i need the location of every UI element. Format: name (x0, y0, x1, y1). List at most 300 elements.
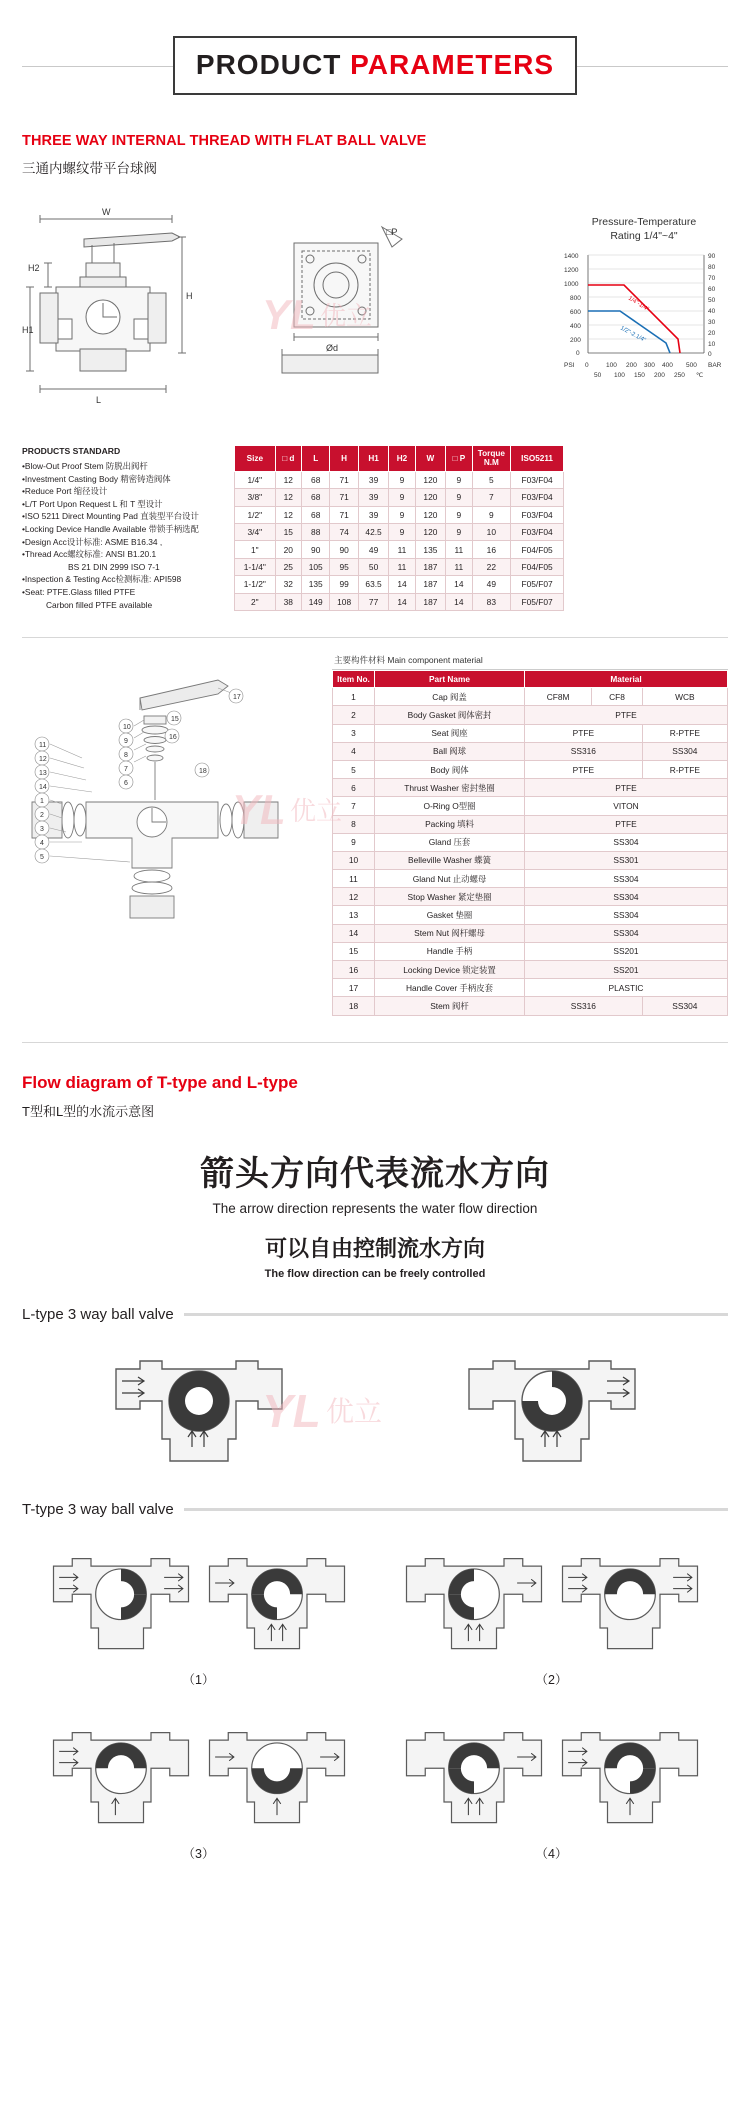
material-caption: 主要构件材料 Main component material (332, 652, 728, 670)
cell-part: O-Ring O型圈 (375, 797, 525, 815)
cell-mat: PTFE (525, 815, 728, 833)
section-divider (22, 637, 728, 638)
svg-text:800: 800 (570, 295, 581, 303)
cell-d: 20 (275, 541, 301, 558)
svg-text:11: 11 (39, 742, 47, 750)
svg-text:15: 15 (171, 716, 179, 724)
cell-iso: F04/F05 (511, 541, 564, 558)
svg-text:4: 4 (40, 840, 44, 848)
cell-size: 1-1/4" (235, 558, 276, 575)
svg-text:6: 6 (124, 780, 128, 788)
svg-text:50: 50 (594, 372, 602, 380)
svg-text:YL: YL (262, 1384, 321, 1437)
flow-subhead-en: The flow direction can be freely controlled (264, 1267, 486, 1280)
cell-h2: 14 (389, 576, 415, 593)
cell-p: 14 (446, 576, 472, 593)
page-title-primary: PRODUCT (195, 49, 351, 80)
cell-h1: 49 (358, 541, 388, 558)
svg-text:100: 100 (614, 372, 625, 380)
cell-h: 108 (330, 593, 358, 611)
dim-label-d: Ød (326, 343, 339, 353)
cell-l: 135 (302, 576, 330, 593)
table-row (333, 706, 728, 724)
svg-text:80: 80 (708, 264, 716, 272)
table-row (235, 593, 564, 611)
cell-no: 11 (333, 870, 375, 888)
exploded-view-drawing (22, 652, 343, 1015)
col-iso5211: ISO5211 (511, 446, 564, 472)
cell-h2: 9 (389, 506, 415, 523)
dim-label-l: L (96, 395, 102, 405)
cell-h: 71 (330, 489, 358, 506)
svg-text:17: 17 (233, 694, 241, 702)
svg-text:150: 150 (634, 372, 645, 380)
t-valve-4a (399, 1706, 549, 1838)
cell-part: Stem Nut 阀杆螺母 (375, 924, 525, 942)
cell-mat: SS304 (525, 888, 728, 906)
product-title-cn: 三通内螺纹带平台球阀 (22, 161, 157, 176)
t-valve-2b (555, 1532, 705, 1664)
cell-h: 90 (330, 541, 358, 558)
col-w: W (415, 446, 445, 472)
standard-item: •Investment Casting Body 精密铸造阀体 (22, 473, 171, 484)
cell-h1: 39 (358, 506, 388, 523)
page-title-accent: PARAMETERS (350, 49, 555, 80)
standard-item: •Blow-Out Proof Stem 防脱出阀杆 (22, 460, 148, 471)
cell-no: 9 (333, 833, 375, 851)
cell-d: 25 (275, 558, 301, 575)
table-row (333, 906, 728, 924)
svg-text:5: 5 (40, 854, 44, 862)
dim-label-h1: H1 (22, 325, 34, 335)
col-h1: H1 (358, 446, 388, 472)
material-table-wrap (332, 652, 728, 1015)
svg-text:90: 90 (708, 253, 716, 261)
section-product-spec (0, 133, 750, 611)
standards-heading: PRODUCTS STANDARD (22, 446, 121, 456)
cell-no: 16 (333, 961, 375, 979)
svg-text:10: 10 (123, 724, 131, 732)
t-valve-2a (399, 1532, 549, 1664)
cell-iso: F03/F04 (511, 489, 564, 506)
cell-size: 1/4" (235, 471, 276, 488)
cell-h2: 11 (389, 541, 415, 558)
cell-p: 9 (446, 524, 472, 541)
cell-no: 5 (333, 760, 375, 778)
cell-mat: VITON (525, 797, 728, 815)
table-row (235, 471, 564, 488)
cell-size: 1/2" (235, 506, 276, 523)
svg-text:300: 300 (644, 362, 655, 370)
table-row (333, 942, 728, 960)
svg-text:YL: YL (232, 786, 286, 834)
t-valve-4b (555, 1706, 705, 1838)
cell-h2: 14 (389, 593, 415, 611)
cell-l: 149 (302, 593, 330, 611)
cell-d: 38 (275, 593, 301, 611)
cell-mat: SS304 (525, 833, 728, 851)
table-row (333, 779, 728, 797)
chart-canvas (554, 243, 740, 393)
cell-size: 1-1/2" (235, 576, 276, 593)
cell-part: Locking Device 锁定装置 (375, 961, 525, 979)
t-valve-3b (202, 1706, 352, 1838)
cell-mat: PLASTIC (525, 979, 728, 997)
cell-p: 11 (446, 558, 472, 575)
standard-item: BS 21 DIN 2999 ISO 7-1 (68, 561, 160, 572)
table-header-row (235, 446, 564, 472)
cell-part: Cap 阀盖 (375, 688, 525, 706)
svg-text:70: 70 (708, 275, 716, 283)
cell-mat: PTFE (525, 760, 643, 778)
col-p: □ P (446, 446, 472, 472)
cell-no: 2 (333, 706, 375, 724)
cell-mat: SS304 (525, 870, 728, 888)
cell-w: 187 (415, 576, 445, 593)
svg-text:9: 9 (124, 738, 128, 746)
cell-part: Belleville Washer 蝶簧 (375, 851, 525, 869)
section-components (0, 652, 750, 1015)
t-type-group-3 (22, 1706, 375, 1876)
table-row (333, 851, 728, 869)
svg-text:1200: 1200 (564, 267, 579, 275)
cell-no: 12 (333, 888, 375, 906)
svg-text:60: 60 (708, 286, 716, 294)
cell-d: 15 (275, 524, 301, 541)
table-row (235, 576, 564, 593)
t-group-number: （2） (535, 1672, 568, 1687)
cell-mat: WCB (642, 688, 727, 706)
cell-size: 3/4" (235, 524, 276, 541)
cell-torque: 9 (472, 506, 511, 523)
svg-text:8: 8 (124, 752, 128, 760)
cell-d: 12 (275, 506, 301, 523)
svg-text:20: 20 (708, 330, 716, 338)
cell-mat: R-PTFE (642, 760, 727, 778)
svg-text:400: 400 (662, 362, 673, 370)
cell-torque: 10 (472, 524, 511, 541)
table-row (235, 524, 564, 541)
cell-size: 3/8" (235, 489, 276, 506)
chart-subtitle: Rating 1/4"~4" (610, 230, 678, 243)
cell-mat: PTFE (525, 779, 728, 797)
cell-part: Thrust Washer 密封垫圈 (375, 779, 525, 797)
t-type-grid (22, 1532, 728, 1876)
cell-mat: SS201 (525, 961, 728, 979)
cell-mat: CF8M (525, 688, 592, 706)
table-row (333, 979, 728, 997)
standard-item: •Thread Acc螺纹标准: ANSI B1.20.1 (22, 549, 157, 560)
cell-mat: SS316 (525, 997, 643, 1015)
svg-text:PSI: PSI (564, 362, 575, 370)
cell-h1: 39 (358, 489, 388, 506)
cell-iso: F03/F04 (511, 524, 564, 541)
cell-no: 1 (333, 688, 375, 706)
l-type-valve-diagram-2 (457, 1335, 647, 1475)
standard-item: •L/T Port Upon Request L 和 T 型设计 (22, 498, 163, 509)
cell-w: 120 (415, 524, 445, 541)
svg-text:YL: YL (262, 291, 316, 338)
specification-table (234, 445, 564, 611)
table-row (333, 797, 728, 815)
table-row (333, 833, 728, 851)
t-type-group-2 (375, 1532, 728, 1702)
flow-title-cn: T型和L型的水流示意图 (22, 1103, 155, 1119)
cell-p: 14 (446, 593, 472, 611)
standard-item: •Seat: PTFE.Glass filled PTFE (22, 586, 136, 597)
cell-part: Stem 阀杆 (375, 997, 525, 1015)
cell-part: Packing 填料 (375, 815, 525, 833)
page-title-box (173, 36, 577, 95)
flow-headline-cn: 箭头方向代表流水方向 (200, 1154, 550, 1193)
svg-text:40: 40 (708, 308, 716, 316)
cell-no: 8 (333, 815, 375, 833)
cell-part: Body 阀体 (375, 760, 525, 778)
cell-p: 11 (446, 541, 472, 558)
cell-h2: 11 (389, 558, 415, 575)
l-type-label-row (22, 1306, 728, 1323)
t-valve-3a (46, 1706, 196, 1838)
table-row (333, 760, 728, 778)
cell-d: 12 (275, 471, 301, 488)
cell-h1: 77 (358, 593, 388, 611)
t-type-group-4 (375, 1706, 728, 1876)
table-row (333, 724, 728, 742)
drawings-and-chart (22, 193, 728, 433)
l-type-valve-diagram-1 (104, 1335, 294, 1475)
cell-l: 68 (302, 506, 330, 523)
t-group-number: （1） (182, 1672, 215, 1687)
col-h2: H2 (389, 446, 415, 472)
cell-mat: SS304 (642, 997, 727, 1015)
t-group-number: （4） (535, 1846, 568, 1861)
svg-text:50: 50 (708, 297, 716, 305)
material-table (332, 670, 728, 1015)
dim-label-h: H (186, 291, 193, 301)
cell-mat: CF8 (592, 688, 642, 706)
cell-no: 10 (333, 851, 375, 869)
cell-w: 187 (415, 593, 445, 611)
cell-p: 9 (446, 506, 472, 523)
svg-text:400: 400 (570, 323, 581, 331)
valve-dimension-drawing (22, 193, 282, 408)
svg-text:600: 600 (570, 309, 581, 317)
cell-part: Body Gasket 阀体密封 (375, 706, 525, 724)
svg-text:13: 13 (39, 770, 47, 778)
cell-no: 15 (333, 942, 375, 960)
svg-text:优立: 优立 (320, 301, 373, 331)
cell-h: 71 (330, 471, 358, 488)
cell-iso: F05/F07 (511, 576, 564, 593)
standard-item: •Design Acc设计标准: ASME B16.34 , (22, 536, 163, 547)
cell-mat: SS304 (525, 924, 728, 942)
cell-w: 120 (415, 489, 445, 506)
svg-text:100: 100 (606, 362, 617, 370)
cell-no: 7 (333, 797, 375, 815)
svg-text:0: 0 (585, 362, 589, 370)
svg-text:0: 0 (576, 350, 580, 358)
label-rule (184, 1508, 728, 1511)
cell-no: 13 (333, 906, 375, 924)
label-rule (184, 1313, 728, 1316)
cell-size: 2" (235, 593, 276, 611)
cell-l: 88 (302, 524, 330, 541)
flow-headline-en: The arrow direction represents the water flow direction (212, 1200, 538, 1216)
cell-h: 95 (330, 558, 358, 575)
cell-p: 9 (446, 489, 472, 506)
standard-item: •Inspection & Testing Acc检测标准: API598 (22, 574, 182, 585)
table-row (333, 688, 728, 706)
section-flow-diagram (0, 1073, 750, 1876)
table-header-row (333, 671, 728, 688)
cell-no: 3 (333, 724, 375, 742)
cell-torque: 5 (472, 471, 511, 488)
cell-part: Handle 手柄 (375, 942, 525, 960)
mounting-pad-drawing (268, 217, 418, 387)
cell-h: 71 (330, 506, 358, 523)
cell-torque: 83 (472, 593, 511, 611)
svg-text:2: 2 (40, 812, 44, 820)
cell-iso: F03/F04 (511, 506, 564, 523)
cell-part: Handle Cover 手柄皮套 (375, 979, 525, 997)
cell-d: 32 (275, 576, 301, 593)
cell-mat: SS304 (642, 742, 727, 760)
cell-h1: 39 (358, 471, 388, 488)
cell-h: 99 (330, 576, 358, 593)
section-divider (22, 1042, 728, 1043)
svg-text:优立: 优立 (326, 1395, 383, 1427)
cell-h2: 9 (389, 524, 415, 541)
table-row (235, 541, 564, 558)
page-footer-space (0, 1876, 750, 1896)
svg-text:18: 18 (199, 768, 207, 776)
cell-size: 1" (235, 541, 276, 558)
svg-text:℃: ℃ (696, 372, 704, 380)
table-row (333, 815, 728, 833)
col-l: L (302, 446, 330, 472)
standards-and-table (22, 445, 728, 611)
table-row (235, 558, 564, 575)
cell-mat: PTFE (525, 724, 643, 742)
svg-text:500: 500 (686, 362, 697, 370)
table-row (333, 888, 728, 906)
cell-part: Gasket 垫圈 (375, 906, 525, 924)
cell-w: 120 (415, 471, 445, 488)
dim-label-w: W (102, 207, 111, 217)
svg-text:7: 7 (124, 766, 128, 774)
cell-part: Gland 压套 (375, 833, 525, 851)
page-header (0, 0, 750, 105)
table-row (333, 742, 728, 760)
standard-item: •Locking Device Handle Available 带锁手柄选配 (22, 523, 199, 534)
t-type-group-1 (22, 1532, 375, 1702)
cell-d: 12 (275, 489, 301, 506)
cell-no: 6 (333, 779, 375, 797)
cell-h: 74 (330, 524, 358, 541)
cell-no: 17 (333, 979, 375, 997)
standard-item: Carbon filled PTFE available (46, 599, 153, 610)
svg-text:200: 200 (570, 337, 581, 345)
cell-iso: F04/F05 (511, 558, 564, 575)
svg-text:200: 200 (626, 362, 637, 370)
cell-p: 9 (446, 471, 472, 488)
svg-text:14: 14 (39, 784, 47, 792)
table-row (333, 924, 728, 942)
l-type-label: L-type 3 way ball valve (22, 1305, 174, 1323)
cell-w: 135 (415, 541, 445, 558)
cell-h1: 50 (358, 558, 388, 575)
cell-h2: 9 (389, 489, 415, 506)
col-d: □ d (275, 446, 301, 472)
standard-item: •Reduce Port 缩径设计 (22, 486, 108, 497)
svg-text:1/2"-2.1/4": 1/2"-2.1/4" (619, 325, 647, 345)
cell-mat: R-PTFE (642, 724, 727, 742)
cell-iso: F05/F07 (511, 593, 564, 611)
dim-label-h2: H2 (28, 263, 40, 273)
table-row (235, 489, 564, 506)
cell-mat: SS304 (525, 906, 728, 924)
col-item-no: Item No. (333, 671, 375, 688)
t-valve-1a (46, 1532, 196, 1664)
col-part-name: Part Name (375, 671, 525, 688)
cell-mat: SS201 (525, 942, 728, 960)
t-type-label-row (22, 1501, 728, 1518)
svg-text:优立: 优立 (290, 796, 343, 827)
standard-item: •ISO 5211 Direct Mounting Pad 直装型平台设计 (22, 511, 199, 522)
svg-text:12: 12 (39, 756, 47, 764)
cell-iso: F03/F04 (511, 471, 564, 488)
svg-text:0: 0 (708, 351, 712, 359)
svg-text:250: 250 (674, 372, 685, 380)
svg-text:30: 30 (708, 319, 716, 327)
products-standard-list (22, 445, 218, 611)
t-type-label: T-type 3 way ball valve (22, 1500, 174, 1518)
cell-mat: SS316 (525, 742, 643, 760)
cell-part: Gland Nut 止动螺母 (375, 870, 525, 888)
dim-label-p: □P (386, 227, 398, 237)
cell-part: Stop Washer 紧定垫圈 (375, 888, 525, 906)
svg-text:1400: 1400 (564, 253, 579, 261)
table-row (333, 870, 728, 888)
t-valve-1b (202, 1532, 352, 1664)
cell-w: 120 (415, 506, 445, 523)
svg-text:1000: 1000 (564, 281, 579, 289)
svg-text:16: 16 (169, 734, 177, 742)
cell-torque: 49 (472, 576, 511, 593)
cell-torque: 7 (472, 489, 511, 506)
cell-l: 105 (302, 558, 330, 575)
cell-part: Seat 阀座 (375, 724, 525, 742)
cell-l: 68 (302, 471, 330, 488)
l-type-valve-row (22, 1335, 728, 1475)
svg-text:1: 1 (40, 798, 44, 806)
svg-text:10: 10 (708, 341, 716, 349)
cell-l: 90 (302, 541, 330, 558)
col-torque: Torque N.M (472, 446, 511, 472)
svg-text:3: 3 (40, 826, 44, 834)
col-material: Material (525, 671, 728, 688)
col-h: H (330, 446, 358, 472)
svg-text:1/4"-1/4": 1/4"-1/4" (626, 295, 650, 314)
cell-l: 68 (302, 489, 330, 506)
cell-no: 14 (333, 924, 375, 942)
cell-h1: 63.5 (358, 576, 388, 593)
chart-title: Pressure-Temperature (591, 216, 697, 228)
t-group-number: （3） (182, 1846, 215, 1861)
cell-no: 4 (333, 742, 375, 760)
product-title-en: THREE WAY INTERNAL THREAD WITH FLAT BALL VALVE (22, 133, 427, 149)
cell-h1: 42.5 (358, 524, 388, 541)
